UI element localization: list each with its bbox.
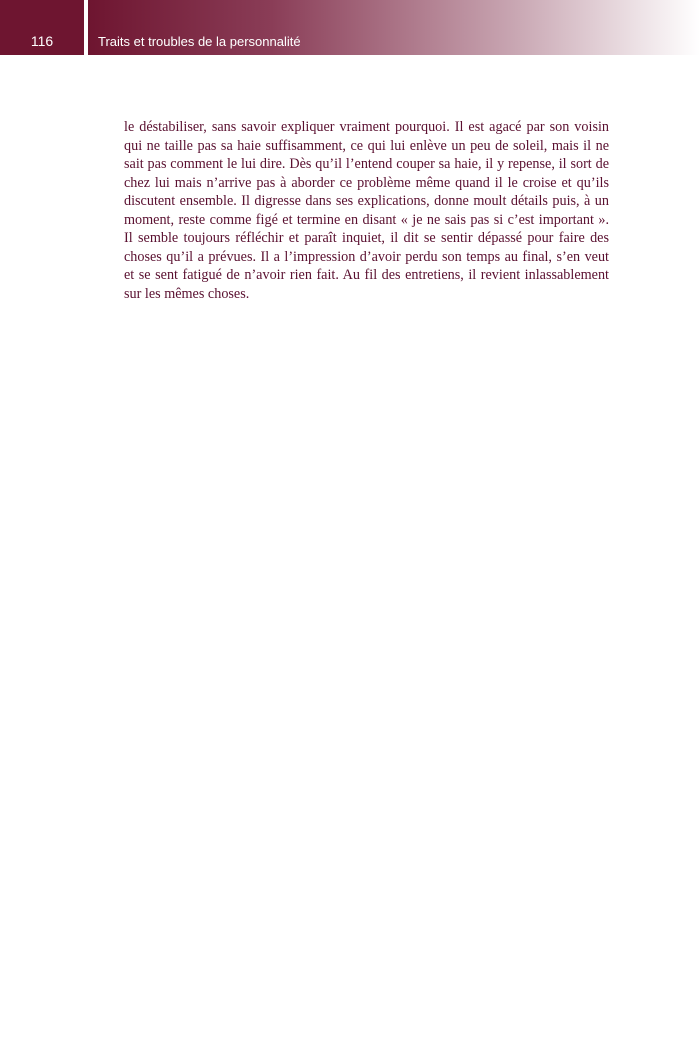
text-line: discutent ensemble. Il digresse dans ses explications, donne moult détails puis, à un bbox=[124, 193, 609, 209]
page-number: 116 bbox=[30, 33, 54, 49]
text-line: et se sent fatigué de n’avoir rien fait. Au fil des entretiens, il revient inlassablement bbox=[124, 267, 609, 283]
body-paragraph bbox=[124, 118, 609, 303]
page-number-box bbox=[0, 0, 84, 55]
text-line: Il semble toujours réfléchir et paraît inquiet, il dit se sentir dépassé pour faire des bbox=[124, 230, 609, 246]
text-line: qui ne taille pas sa haie suffisamment, ce qui lui enlève un peu de soleil, mais il ne bbox=[124, 137, 609, 154]
page-header bbox=[0, 0, 700, 55]
header-band bbox=[88, 0, 700, 55]
text-line: sait pas comment le lui dire. Dès qu’il l’entend couper sa haie, il y repense, il sort de bbox=[124, 156, 609, 172]
text-line: le déstabiliser, sans savoir expliquer vraiment pourquoi. Il est agacé par son voisin bbox=[124, 119, 609, 135]
text-line: chez lui mais n’arrive pas à aborder ce problème même quand il le croise et qu’ils bbox=[124, 174, 609, 191]
text-line: moment, reste comme figé et termine en disant « je ne sais pas si c’est important ». bbox=[124, 211, 609, 228]
text-line: choses qu’il a prévues. Il a l’impression d’avoir perdu son temps au final, s’en veut bbox=[124, 248, 609, 265]
text-line: sur les mêmes choses. bbox=[124, 285, 250, 302]
running-title: Traits et troubles de la personnalité bbox=[98, 34, 301, 49]
